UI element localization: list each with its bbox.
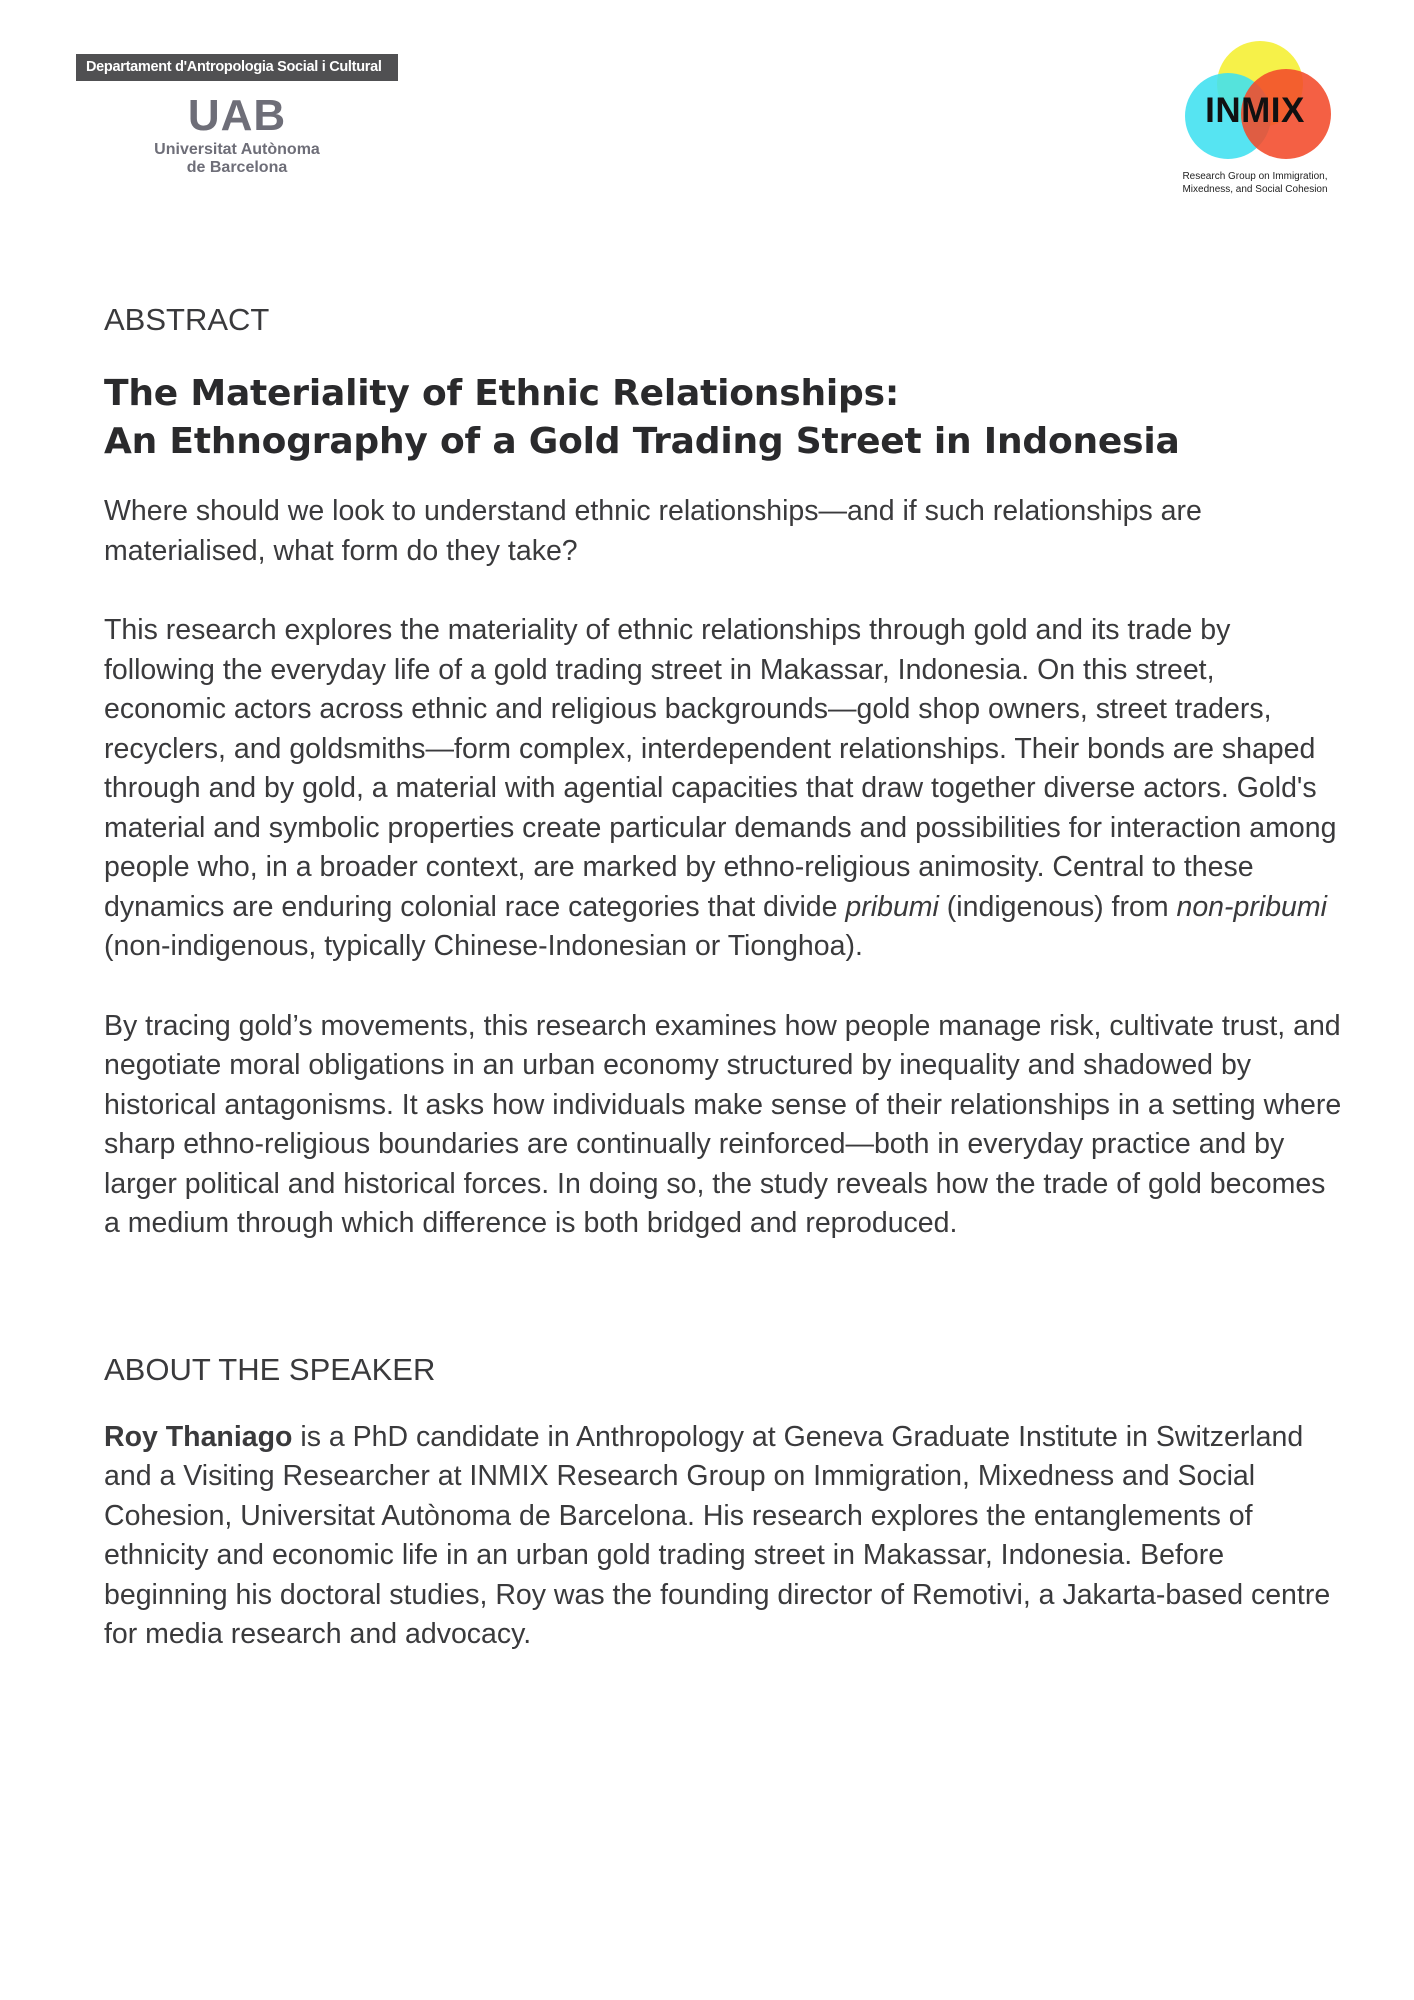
abstract-heading: ABSTRACT [104,302,270,337]
speaker-bio [104,1418,1344,1655]
speaker-bio-text: is a PhD candidate in Anthropology at Geneva Graduate Institute in Switzerland and a Visiting Researcher at INMIX Research Group on Immigration, Mixedness and Social Cohesion, Universitat Autònoma de Barcelona. His research explores the entanglements of ethnicity and economic life in an urban gold trading street in Makassar, Indonesia. Before beginning his doctoral studies, Roy was the founding director of Remotivi, a Jakarta-based centre for media research and advocacy. [104,1420,1331,1650]
document-body [104,300,1344,1655]
abstract-p2-text-c: (non-indigenous, typically Chinese-Indonesian or Tionghoa). [104,930,863,962]
talk-title-line2: An Ethnography of a Gold Trading Street in Indonesia [104,421,1180,462]
talk-title [104,370,1344,466]
abstract-paragraph-2 [104,611,1344,967]
uab-name-line1: Universitat Autònoma [154,141,320,158]
term-non-pribumi: non-pribumi [1176,890,1327,923]
uab-logo-mark: UAB [187,91,287,140]
abstract-p2-text-a: This research explores the materiality of ethnic relationships through gold and its trade by following the everyday life of a gold trading street in Makassar, Indonesia. On this street, economic actors across ethnic and religious backgrounds—gold shop owners, street traders, recyclers, and goldsmiths—form complex, interdependent relationships. Their bonds are shaped through and by gold, a material with agential capacities that draw together diverse actors. Gold's material and symbolic properties create particular demands and possibilities for interaction among people who, in a broader context, are marked by ethno-religious animosity. Central to these dynamics are enduring colonial race categories that divide [104,614,1337,923]
speaker-name: Roy Thaniago [104,1420,293,1453]
department-label: Departament d'Antropologia Social i Cultural [76,54,398,81]
uab-name-line2: de Barcelona [186,159,288,176]
abstract-p2-text-b: (indigenous) from [938,890,1177,923]
inmix-wordmark: INMIX [1205,91,1305,130]
speaker-heading: ABOUT THE SPEAKER [104,1351,436,1387]
inmix-logo [1170,40,1340,200]
inmix-subtitle-line2: Mixedness, and Social Cohesion [1182,184,1328,195]
uab-logo [76,91,398,177]
abstract-question: Where should we look to understand ethnic relationships—and if such relationships are materialised, what form do they take? [104,495,1202,567]
abstract-paragraph-3: By tracing gold’s movements, this research examines how people manage risk, cultivate trust, and negotiate moral obligations in an urban economy structured by inequality and shadowed by historical antagonisms. It asks how individuals make sense of their relationships in a setting where sharp ethno-religious boundaries are continually reinforced—both in everyday practice and by larger political and historical forces. In doing so, the study reveals how the trade of gold becomes a medium through which difference is both bridged and reproduced. [104,1009,1342,1239]
term-pribumi: pribumi [845,890,939,923]
talk-title-line1: The Materiality of Ethnic Relationships: [104,373,900,414]
inmix-subtitle [1170,170,1340,196]
uab-header [76,54,398,177]
inmix-subtitle-line1: Research Group on Immigration, [1182,171,1328,182]
